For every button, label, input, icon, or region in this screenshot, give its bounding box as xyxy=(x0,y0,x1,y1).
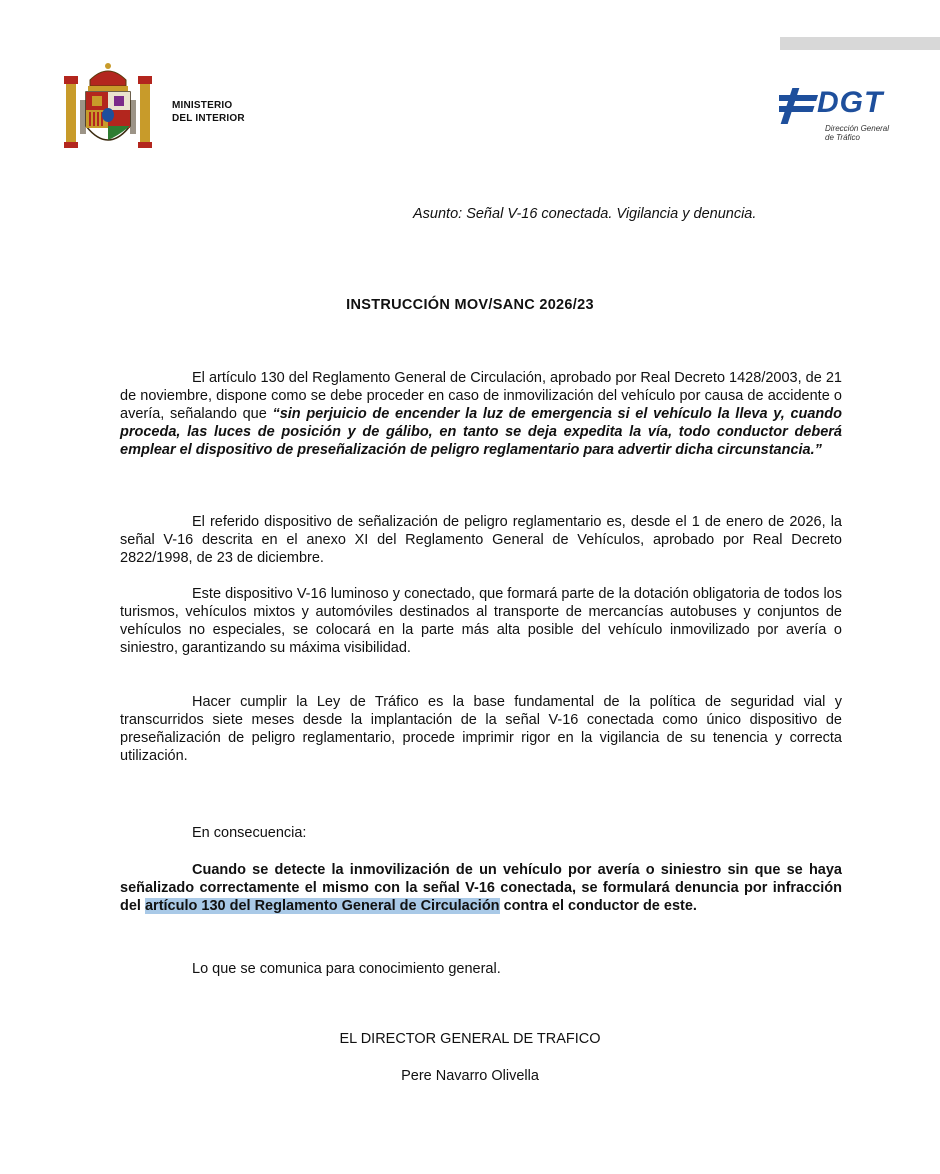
paragraph-3: Este dispositivo V-16 luminoso y conectado, que formará parte de la dotación obligatoria de todos los turismos, vehículos mixtos y automóviles destinados al transporte de mercancías autobuses y conjuntos de vehículos no especiales, se colocará en la parte más alta posible del vehículo inmovilizado por avería o siniestro, garantizando su máxima visibilidad. xyxy=(120,586,842,656)
dgt-subtitle-line-2: de Tráfico xyxy=(825,133,860,142)
coat-of-arms-icon xyxy=(62,60,154,156)
instruction-title: INSTRUCCIÓN MOV/SANC 2026/23 xyxy=(346,297,594,313)
dgt-subtitle-line-1: Dirección General xyxy=(825,124,890,133)
paragraph-5-after: contra el conductor de este. xyxy=(499,898,697,914)
closing-line: Lo que se comunica para conocimiento general. xyxy=(192,961,501,977)
dgt-subtitle xyxy=(825,124,889,142)
dgt-logo xyxy=(779,86,909,148)
paragraph-1-text: El artículo 130 del Reglamento General de Circulación, aprobado por Real Decreto 1428/2003, de 21 de noviembre, dispone como se debe proceder en caso de inmovilización del vehículo por causa de accidente o avería, señalando que xyxy=(120,370,842,422)
dgt-wordmark: DGT xyxy=(817,86,884,119)
signature-title: EL DIRECTOR GENERAL DE TRAFICO xyxy=(339,1031,601,1047)
signature-name: Pere Navarro Olivella xyxy=(401,1068,539,1084)
paragraph-2: El referido dispositivo de señalización de peligro reglamentario es, desde el 1 de enero de 2026, la señal V-16 descrita en el anexo XI del Reglamento General de Vehículos, aprobado por Real Decreto 2822/1998, de 23 de diciembre. xyxy=(120,514,842,566)
ministry-line-1: MINISTERIO xyxy=(172,100,233,111)
paragraph-1-quote: “sin perjuicio de encender la luz de emergencia si el vehículo la lleva y, cuando proceda, las luces de posición y de gálibo, en tanto se deja expedita la vía, todo conductor deberá emplear el dispositivo de preseñalización de peligro reglamentario para advertir dicha circunstancia.” xyxy=(120,406,843,458)
paragraph-5-before: Cuando se detecte la inmovilización de un vehículo por avería o siniestro sin que se haya señalizado correctamente el mismo con la señal V-16 conectada, se formulará denuncia por infracción del xyxy=(120,862,842,914)
ministry-line-2: DEL INTERIOR xyxy=(172,113,245,124)
paragraph-1 xyxy=(120,369,842,459)
paragraph-4: Hacer cumplir la Ley de Tráfico es la base fundamental de la política de seguridad vial y transcurridos siete meses desde la implantación de la señal V-16 conectada como único dispositivo de preseñalización de peligro reglamentario, procede imprimir rigor en la vigilancia de su tenencia y correcta utilización. xyxy=(120,694,842,764)
ministry-name xyxy=(172,99,245,125)
top-gray-bar xyxy=(780,37,940,50)
subject-line: Asunto: Señal V-16 conectada. Vigilancia y denuncia. xyxy=(413,206,757,222)
consequence-line: En consecuencia: xyxy=(192,825,307,841)
paragraph-5 xyxy=(120,861,842,915)
highlighted-article-reference: artículo 130 del Reglamento General de Circulación xyxy=(144,898,500,914)
